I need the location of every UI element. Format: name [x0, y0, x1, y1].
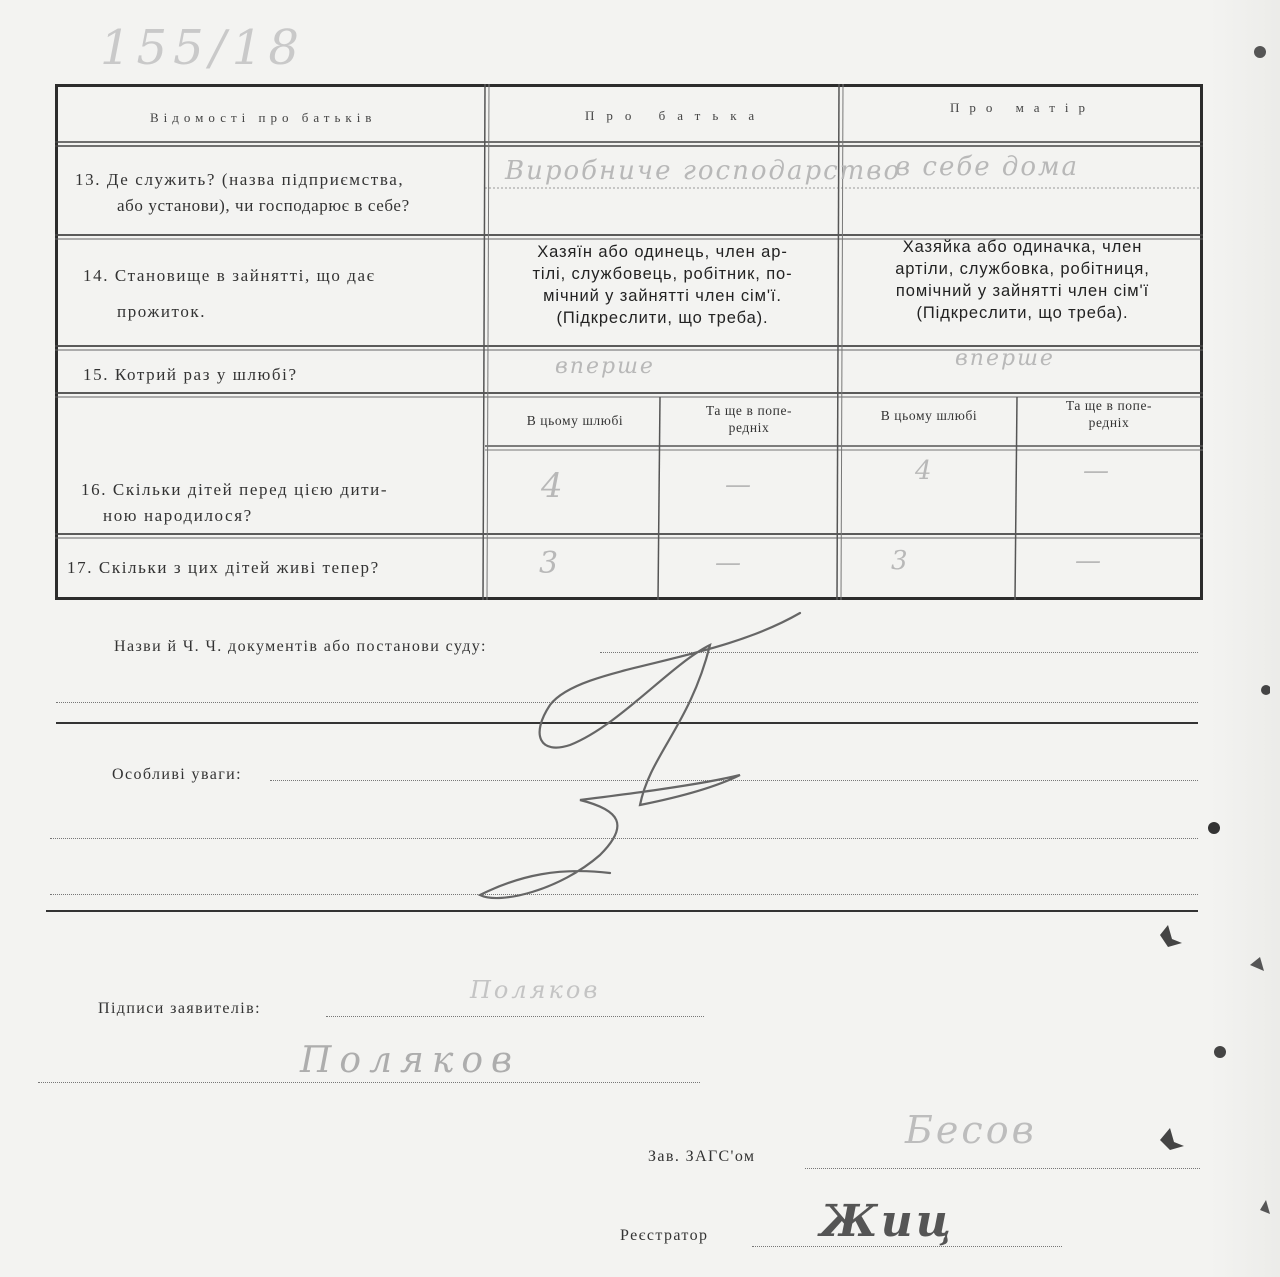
header-parents-info: Відомості про батьків — [150, 110, 377, 125]
applicant-signature-2: Поляков — [300, 1040, 520, 1081]
row15-label: 15. Котрий раз у шлюбі? — [83, 365, 298, 384]
documents-label: Назви й Ч. Ч. документів або постанови суду: — [114, 638, 487, 655]
row16-mother-previous: — — [1083, 456, 1111, 486]
row16-father-current: 4 — [541, 466, 565, 506]
header-mother: Про матір — [950, 100, 1096, 115]
row15-father-value: вперше — [555, 354, 655, 379]
zags-head-line — [805, 1168, 1200, 1169]
subheader-father-previous-line1: Та ще в попе- — [705, 403, 793, 418]
subheader-mother-previous-line2: редніх — [1088, 415, 1130, 430]
row14-father-line1: Хазяїн або одинець, член ар- — [537, 243, 788, 261]
row14-father-line4: (Підкреслити, що треба). — [556, 309, 769, 327]
row16-label-line2: ною народилося? — [103, 506, 253, 525]
row14-mother-line3: помічний у зайнятті член сім'ї — [895, 282, 1150, 300]
registrar-label: Реєстратор — [620, 1227, 709, 1244]
remarks-divider — [46, 910, 1198, 912]
row15-mother-value: вперше — [955, 346, 1055, 371]
row16-father-previous: — — [725, 470, 753, 500]
registrar-signature: Жиц — [820, 1196, 955, 1247]
zags-head-signature: Бесов — [905, 1108, 1037, 1152]
subheader-mother-current: В цьому шлюбі — [880, 408, 978, 423]
binding-hole-marks — [1150, 0, 1270, 1277]
row17-father-current: 3 — [539, 546, 561, 581]
parents-info-table — [55, 84, 1203, 600]
page-number-pencil: 155/18 — [100, 20, 305, 76]
applicants-line-2 — [38, 1082, 700, 1083]
row14-label-line1: 14. Становище в зайнятті, що дає — [83, 266, 376, 285]
cross-out-stroke — [460, 605, 820, 905]
row14-label-line2: прожиток. — [117, 302, 207, 321]
row13-father-value: Виробниче господарство — [505, 156, 902, 186]
row13-label-line1: 13. Де служить? (назва підприємства, — [75, 170, 405, 189]
applicant-signature-1: Поляков — [470, 976, 601, 1004]
row13-label-line2: або установи), чи господарює в себе? — [117, 196, 410, 215]
row17-father-previous: — — [715, 548, 743, 578]
row16-label-line1: 16. Скільки дітей перед цією дити- — [81, 480, 389, 499]
row14-mother-line4: (Підкреслити, що треба). — [916, 304, 1129, 322]
subheader-father-previous — [661, 402, 837, 436]
row17-mother-previous: — — [1075, 546, 1103, 576]
applicants-signatures-label: Підписи заявителів: — [98, 1000, 261, 1017]
applicants-line-1 — [326, 1016, 704, 1017]
row14-mother-line1: Хазяйка або одиначка, член — [902, 238, 1143, 256]
row17-mother-current: 3 — [891, 546, 910, 576]
row14-father-line3: мічний у зайнятті член сім'ї. — [543, 287, 782, 305]
row14-father-options — [495, 241, 830, 329]
remarks-label: Особливі уваги: — [112, 766, 242, 783]
subheader-mother-previous-line1: Та ще в попе- — [1065, 398, 1153, 413]
row14-mother-line2: артіли, службовка, робітниця, — [895, 260, 1150, 278]
subheader-father-current: В цьому шлюбі — [526, 413, 624, 428]
row16-mother-current: 4 — [915, 456, 934, 486]
row13-mother-value: в себе дома — [895, 152, 1080, 182]
header-father: Про батька — [585, 108, 767, 123]
zags-head-label: Зав. ЗАГС'ом — [648, 1148, 756, 1165]
row17-label: 17. Скільки з цих дітей живі тепер? — [67, 558, 380, 577]
subheader-father-previous-line2: редніх — [728, 420, 770, 435]
row14-mother-options — [850, 236, 1195, 324]
row14-father-line2: тілі, службовець, робітник, по- — [532, 265, 793, 283]
